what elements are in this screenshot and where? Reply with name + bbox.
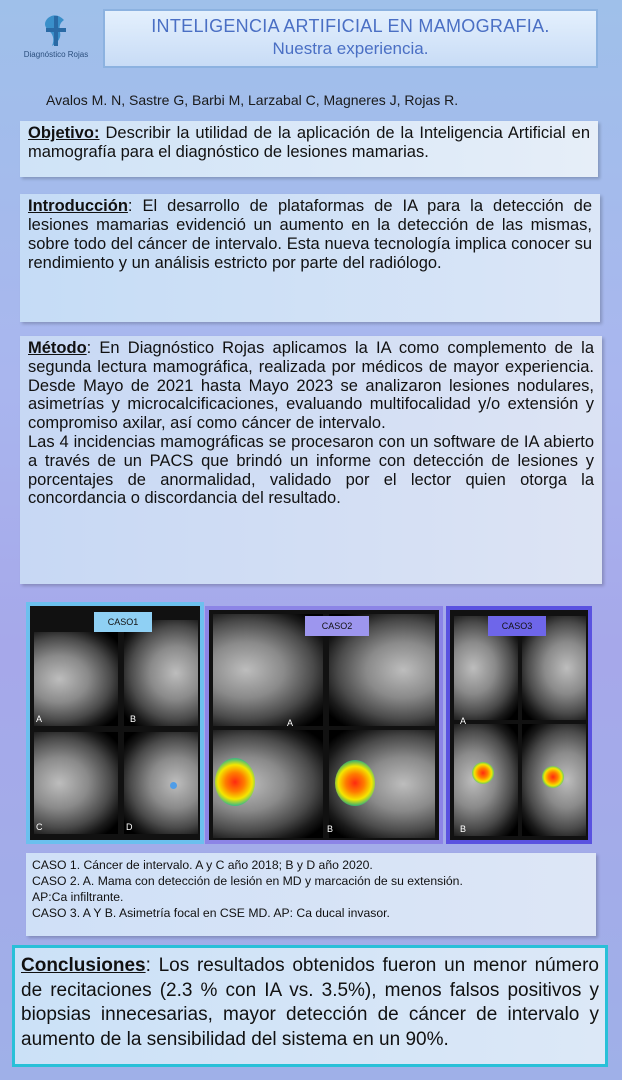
case3-image-panel xyxy=(446,606,592,844)
authors: Avalos M. N, Sastre G, Barbi M, Larzabal C, Magneres J, Rojas R. xyxy=(46,92,459,108)
objetivo-panel xyxy=(20,121,598,177)
image-letter: D xyxy=(126,822,133,832)
ai-heatmap xyxy=(215,758,255,806)
image-letter: A xyxy=(460,716,467,726)
case-captions xyxy=(26,853,596,936)
image-letter: C xyxy=(36,822,43,832)
mammogram-image xyxy=(34,632,118,726)
image-letter: A xyxy=(287,718,294,728)
metodo-text-2: Las 4 incidencias mamográficas se procesaron con un software de IA abierto a través de un PACS que brindó un informe con detección de lesiones y porcentajes de anormalidad, validado por el lector quien otorga la concordancia o discordancia del resultado. xyxy=(28,432,594,508)
image-letter: B xyxy=(460,824,467,834)
poster-title xyxy=(103,9,598,68)
metodo-panel xyxy=(20,336,602,584)
caption-line: CASO 3. A Y B. Asimetría focal en CSE MD. AP: Ca ducal invasor. xyxy=(32,906,390,921)
conclusiones-text: : Los resultados obtenidos fueron un menor número de recitaciones (2.3 % con IA vs. 3.5%), menos falsos positivos y biopsias innecesarias, mayor detección de cáncer de intervalo y aumento de la sensibilidad del sistema en un 90%. xyxy=(21,955,599,1051)
title-line1: INTELIGENCIA ARTIFICIAL EN MAMOGRAFIA. xyxy=(151,16,550,36)
ai-heatmap xyxy=(472,762,494,784)
logo-name: Diagnóstico Rojas xyxy=(23,50,89,59)
caption-line: AP:Ca infiltrante. xyxy=(32,890,124,905)
introduccion-text: : El desarrollo de plataformas de IA para la detección de lesiones mamarias evidenció un aumento en la detección de las mismas, sobre todo del cáncer de intervalo. Esta nueva tecnología implica conocer su rendimiento y un análisis estricto por parte del radiólogo. xyxy=(28,197,592,273)
objetivo-label: Objetivo: xyxy=(28,124,100,142)
title-line2: Nuestra experiencia. xyxy=(272,39,429,58)
introduccion-label: Introducción xyxy=(28,197,128,215)
mammogram-image xyxy=(124,620,198,726)
mammogram-image xyxy=(124,732,198,834)
image-letter: B xyxy=(327,824,334,834)
case1-image-panel xyxy=(26,602,204,844)
logo xyxy=(14,12,98,66)
mammogram-image xyxy=(34,732,118,834)
case2-tag: CASO2 xyxy=(305,616,369,636)
lesion-marker xyxy=(170,782,177,789)
case2-image-panel xyxy=(205,606,443,844)
case3-tag: CASO3 xyxy=(488,616,546,636)
conclusiones-label: Conclusiones xyxy=(21,955,146,976)
case1-tag: CASO1 xyxy=(94,612,152,632)
ai-heatmap xyxy=(335,760,375,806)
conclusiones-panel xyxy=(12,945,608,1067)
ai-heatmap xyxy=(542,766,564,788)
introduccion-panel xyxy=(20,194,600,322)
objetivo-text: Describir la utilidad de la aplicación de la Inteligencia Artificial en mamografía para el diagnóstico de lesiones mamarias. xyxy=(28,124,590,162)
logo-icon xyxy=(14,12,98,50)
metodo-text-1: : En Diagnóstico Rojas aplicamos la IA como complemento de la segunda lectura mamográfica, realizada por médicos de mayor experiencia. Desde Mayo de 2021 hasta Mayo 2023 se analizaron lesiones nodulares, asimetrías y microcalcificaciones, evaluando multifocalidad y/o extensión y compromiso axilar, así como cáncer de intervalo. xyxy=(28,339,594,433)
caption-line: CASO 1. Cáncer de intervalo. A y C año 2018; B y D año 2020. xyxy=(32,858,373,872)
caption-line: CASO 2. A. Mama con detección de lesión en MD y marcación de su extensión. xyxy=(32,874,463,889)
metodo-label: Método xyxy=(28,339,87,357)
image-letter: A xyxy=(36,714,43,724)
image-letter: B xyxy=(130,714,137,724)
